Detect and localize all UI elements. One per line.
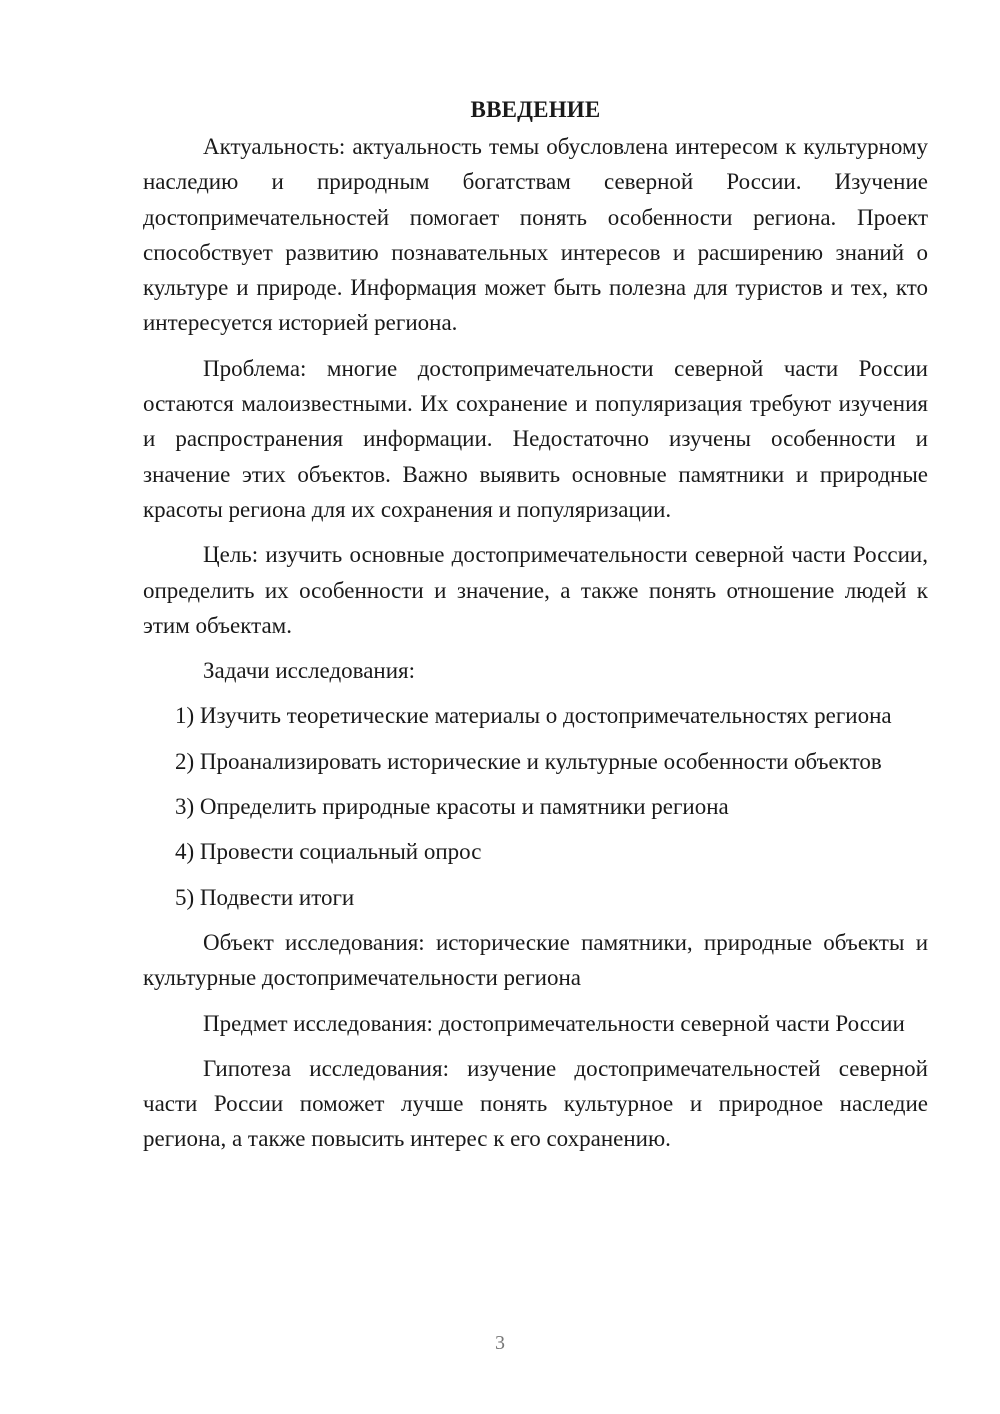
paragraph-gap bbox=[143, 870, 928, 880]
task-item: 5) Подвести итоги bbox=[175, 884, 355, 910]
task-item: 2) Проанализировать исторические и культурные особенности объектов bbox=[175, 748, 882, 774]
paragraph-gap bbox=[143, 779, 928, 789]
paragraph-gap bbox=[143, 996, 928, 1006]
page-number: 3 bbox=[495, 1332, 505, 1354]
page-content bbox=[143, 92, 928, 1157]
problem-paragraph: Проблема: многие достопримечательности северной части России остаются малоизвестными. Их сохранение и популяризация требуют изучения и распространения информации. Недостаточно изучены особенности и значение этих объектов. Важно выявить основные памятники и природные красоты региона для их сохранения и популяризации. bbox=[143, 355, 928, 522]
subject-paragraph: Предмет исследования: достопримечательности северной части России bbox=[203, 1010, 905, 1036]
object-paragraph: Объект исследования: исторические памятники, природные объекты и культурные достопримечательности региона bbox=[143, 929, 928, 991]
page-title: ВВЕДЕНИЕ bbox=[470, 97, 601, 122]
paragraph-gap bbox=[143, 824, 928, 834]
paragraph-gap bbox=[143, 688, 928, 698]
goal-paragraph: Цель: изучить основные достопримечательности северной части России, определить их особенности и значение, а также понять отношение людей к этим объектам. bbox=[143, 542, 928, 638]
task-item: 1) Изучить теоретические материалы о достопримечательностях региона bbox=[175, 703, 892, 729]
paragraph-gap bbox=[143, 527, 928, 537]
relevance-paragraph: Актуальность: актуальность темы обусловлена интересом к культурному наследию и природным богатствам северной России. Изучение достопримечательностей помогает понять особенности региона. Проект способствует развитию познавательных интересов и расширению знаний о культуре и природе. Информация может быть полезна для туристов и тех, кто интересуется историей региона. bbox=[143, 134, 928, 336]
paragraph-gap bbox=[143, 643, 928, 653]
paragraph-gap bbox=[143, 1041, 928, 1051]
paragraph-gap bbox=[143, 341, 928, 351]
tasks-heading: Задачи исследования: bbox=[203, 658, 416, 684]
paragraph-gap bbox=[143, 915, 928, 925]
task-item: 3) Определить природные красоты и памятники региона bbox=[175, 794, 729, 820]
hypothesis-paragraph: Гипотеза исследования: изучение достопримечательностей северной части России поможет лучше понять культурное и природное наследие региона, а также повысить интерес к его сохранению. bbox=[143, 1055, 928, 1152]
task-item: 4) Провести социальный опрос bbox=[175, 839, 482, 865]
paragraph-gap bbox=[143, 734, 928, 744]
